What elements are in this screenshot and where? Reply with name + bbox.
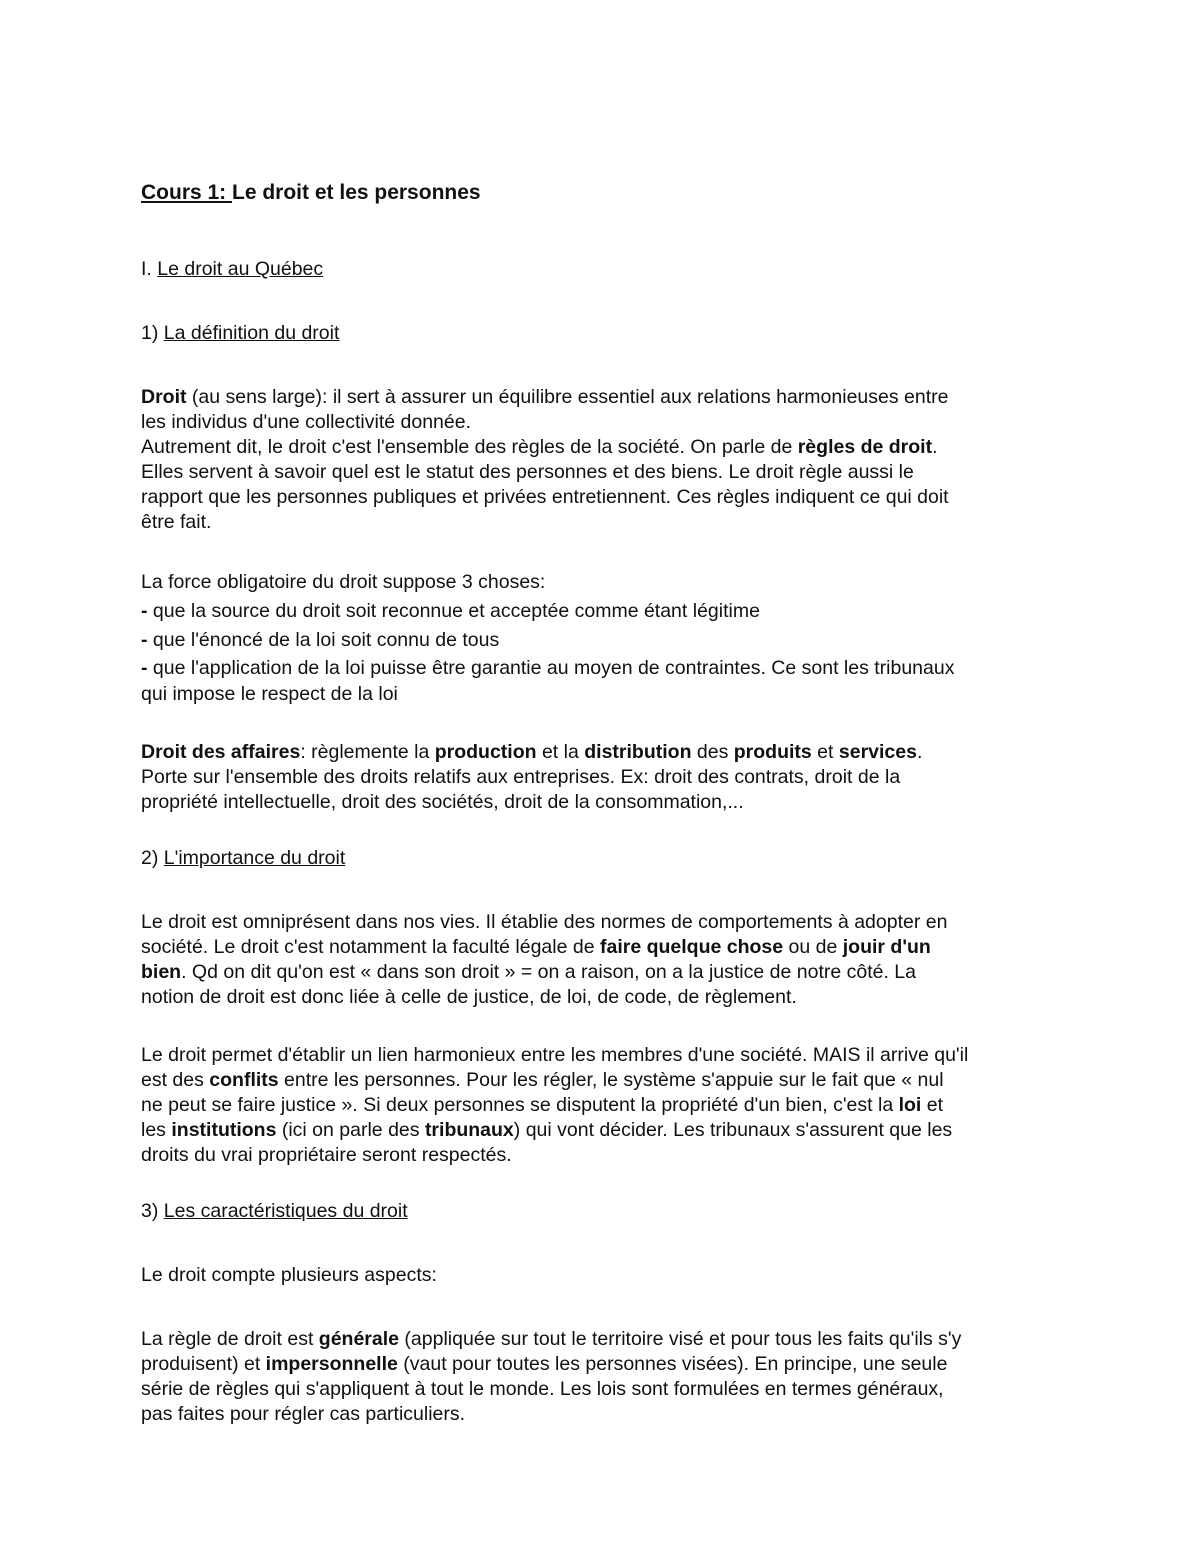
text-line bbox=[141, 385, 1066, 410]
text-line bbox=[141, 1068, 1066, 1093]
text-line: série de règles qui s'appliquent à tout le monde. Les lois sont formulées en termes généraux, bbox=[141, 1378, 944, 1400]
list-item bbox=[141, 626, 1066, 655]
text-line bbox=[141, 740, 1066, 765]
subsection-number: 3) bbox=[141, 1200, 164, 1222]
text-line: Porte sur l'ensemble des droits relatifs aux entreprises. Ex: droit des contrats, droit de la bbox=[141, 766, 901, 788]
subsection-title: Les caractéristiques du droit bbox=[163, 1200, 408, 1222]
text-line: droits du vrai propriétaire seront respectés. bbox=[141, 1144, 512, 1166]
bold-term: impersonnelle bbox=[265, 1353, 398, 1375]
text-line bbox=[141, 435, 1066, 460]
text-line bbox=[141, 1352, 1066, 1377]
text-run: et la bbox=[536, 741, 585, 763]
document-body bbox=[141, 178, 1066, 1427]
text-run: est des bbox=[141, 1069, 210, 1091]
page-title bbox=[141, 178, 1066, 208]
paragraph-definition bbox=[141, 385, 1066, 535]
paragraph-lien-harmonieux bbox=[141, 1043, 1066, 1168]
text-run: (vaut pour toutes les personnes visées). En principe, une seule bbox=[397, 1353, 948, 1375]
paragraph-aspects: Le droit compte plusieurs aspects: bbox=[141, 1264, 437, 1286]
text-run: La règle de droit est bbox=[141, 1328, 319, 1350]
title-prefix: Cours 1: bbox=[141, 181, 233, 204]
text-line bbox=[141, 1093, 1066, 1118]
bold-term: jouir d'un bbox=[842, 936, 931, 958]
text-line bbox=[141, 1327, 1066, 1352]
text-run: ) qui vont décider. Les tribunaux s'assurent que les bbox=[513, 1119, 953, 1141]
paragraph-force-obligatoire bbox=[141, 568, 1066, 707]
bold-term: production bbox=[434, 741, 537, 763]
bold-term: produits bbox=[733, 741, 812, 763]
bold-term: institutions bbox=[171, 1119, 277, 1141]
list-item bbox=[141, 655, 1066, 682]
text-run: produisent) et bbox=[141, 1353, 266, 1375]
bold-term: faire quelque chose bbox=[599, 936, 784, 958]
subsection-number: 2) bbox=[141, 847, 164, 869]
text-line: La force obligatoire du droit suppose 3 choses: bbox=[141, 571, 546, 593]
text-line: être fait. bbox=[141, 511, 212, 533]
dash-bullet: - bbox=[141, 629, 148, 651]
subsection-heading-3 bbox=[141, 1199, 1066, 1224]
bold-term: services bbox=[838, 741, 917, 763]
text-run: (ici on parle des bbox=[276, 1119, 425, 1141]
text-run: des bbox=[691, 741, 734, 763]
text-run: et bbox=[811, 741, 839, 763]
text-run: ou de bbox=[783, 936, 843, 958]
text-run: : règlemente la bbox=[300, 741, 435, 763]
bold-term: conflits bbox=[209, 1069, 279, 1091]
text-run: (appliquée sur tout le territoire visé et pour tous les faits qu'ils s'y bbox=[399, 1328, 962, 1350]
text-run: et bbox=[921, 1094, 944, 1116]
text-line bbox=[141, 935, 1066, 960]
text-run: les bbox=[141, 1119, 172, 1141]
bold-term: distribution bbox=[584, 741, 692, 763]
title-text: Le droit et les personnes bbox=[232, 181, 481, 204]
dash-bullet: - bbox=[141, 600, 148, 622]
subsection-title: L'importance du droit bbox=[163, 847, 346, 869]
text-line: qui impose le respect de la loi bbox=[141, 683, 398, 705]
bold-term: tribunaux bbox=[424, 1119, 514, 1141]
list-item-text: que l'énoncé de la loi soit connu de tous bbox=[147, 629, 500, 651]
text-run: société. Le droit c'est notamment la faculté légale de bbox=[141, 936, 600, 958]
text-run: (au sens large): il sert à assurer un équilibre essentiel aux relations harmonieuses entre bbox=[186, 386, 949, 408]
bold-term: Droit des affaires bbox=[141, 741, 301, 763]
paragraph-regle-generale bbox=[141, 1327, 1066, 1427]
section-heading-1 bbox=[141, 257, 1066, 282]
subsection-heading-1 bbox=[141, 321, 1066, 346]
text-line: pas faites pour régler cas particuliers. bbox=[141, 1403, 466, 1425]
bold-term: loi bbox=[898, 1094, 922, 1116]
text-run: . bbox=[932, 436, 938, 458]
subsection-title: La définition du droit bbox=[163, 322, 340, 344]
paragraph-droit-des-affaires bbox=[141, 740, 1066, 815]
bold-term: générale bbox=[318, 1328, 399, 1350]
text-line: les individus d'une collectivité donnée. bbox=[141, 411, 472, 433]
text-run: entre les personnes. Pour les régler, le système s'appuie sur le fait que « nul bbox=[278, 1069, 944, 1091]
text-run: . bbox=[916, 741, 923, 763]
text-line: rapport que les personnes publiques et privées entretiennent. Ces règles indiquent ce qui doit bbox=[141, 486, 949, 508]
section-number: I. bbox=[141, 258, 158, 280]
list-item-text: que la source du droit soit reconnue et acceptée comme étant légitime bbox=[147, 600, 760, 622]
text-line: Elles servent à savoir quel est le statut des personnes et des biens. Le droit règle aussi le bbox=[141, 461, 914, 483]
subsection-number: 1) bbox=[141, 322, 164, 344]
text-line: propriété intellectuelle, droit des sociétés, droit de la consommation,... bbox=[141, 791, 744, 813]
list-item-text: que l'application de la loi puisse être garantie au moyen de contraintes. Ce sont les tribunaux bbox=[147, 657, 955, 679]
section-title: Le droit au Québec bbox=[157, 258, 324, 280]
text-line: notion de droit est donc liée à celle de justice, de loi, de code, de règlement. bbox=[141, 986, 797, 1008]
text-line bbox=[141, 960, 1066, 985]
list-item bbox=[141, 597, 1066, 626]
text-run: . Qd on dit qu'on est « dans son droit » = on a raison, on a la justice de notre côté. La bbox=[181, 961, 916, 983]
bold-term: règles de droit bbox=[797, 436, 933, 458]
bold-term: Droit bbox=[141, 386, 187, 408]
text-run: ne peut se faire justice ». Si deux personnes se disputent la propriété d'un bien, c'est la bbox=[141, 1094, 899, 1116]
bold-term: bien bbox=[141, 961, 182, 983]
text-run: Autrement dit, le droit c'est l'ensemble des règles de la société. On parle de bbox=[141, 436, 798, 458]
text-line: Le droit permet d'établir un lien harmonieux entre les membres d'une société. MAIS il arrive qu'il bbox=[141, 1044, 969, 1066]
paragraph-importance bbox=[141, 910, 1066, 1010]
text-line bbox=[141, 1118, 1066, 1143]
dash-bullet: - bbox=[141, 657, 148, 679]
subsection-heading-2 bbox=[141, 846, 1066, 871]
text-line: Le droit est omniprésent dans nos vies. Il établie des normes de comportements à adopter en bbox=[141, 911, 948, 933]
